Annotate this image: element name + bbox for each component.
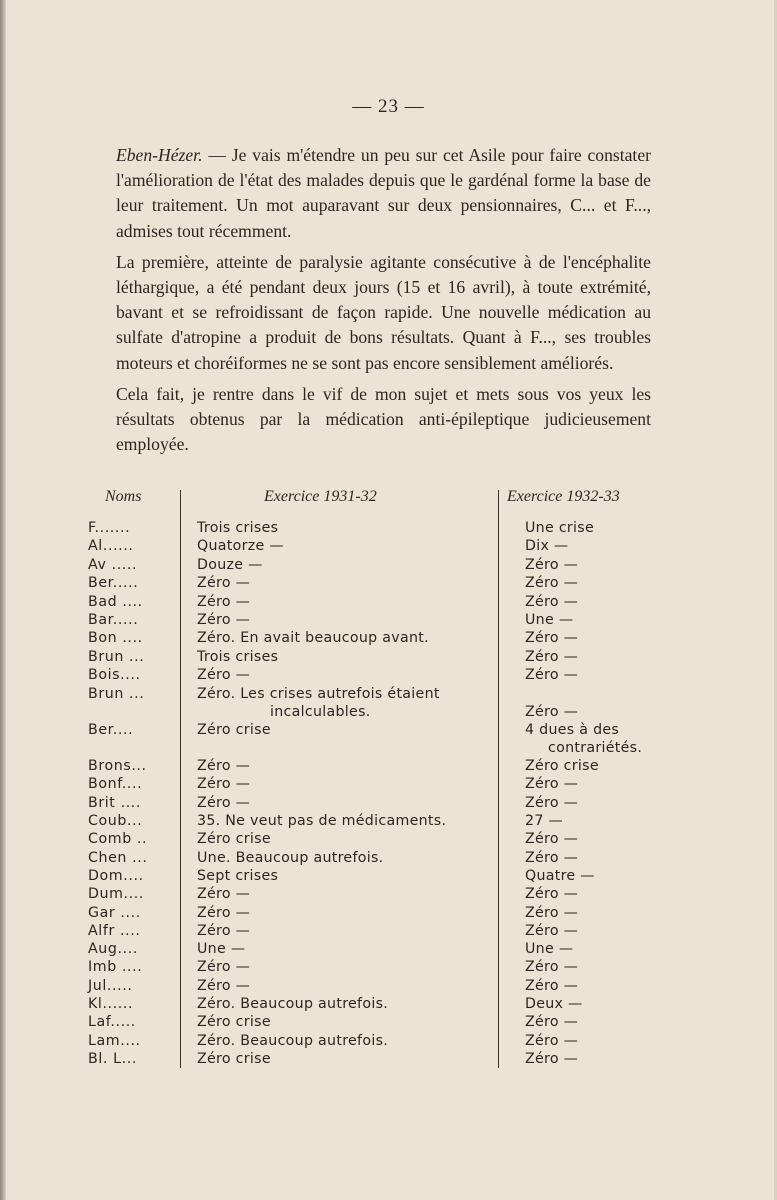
table-cell-name: Bon ....	[88, 630, 143, 646]
table-cell-name: Lam....	[88, 1033, 141, 1049]
body-text	[116, 143, 651, 463]
paragraph-text: — Je vais m'étendre un peu sur cet Asile pour faire constater l'amélioration de l'état des malades depuis que le gardénal forme la base de leur traitement. Un mot auparavant sur deux pensionnaires, C... et F..., admises tout récemment.	[116, 145, 651, 241]
table-cell-1932-33: Zéro —	[525, 667, 579, 683]
table-cell-1932-33: Quatre —	[525, 868, 595, 884]
table-cell-1932-33: Zéro —	[525, 959, 579, 975]
table-cell-1931-32: Une —	[197, 941, 246, 957]
table-cell-1932-33: Zéro —	[525, 649, 579, 665]
table-cell-1931-32: Zéro —	[197, 758, 251, 774]
table-cell-1931-32: Zéro —	[197, 667, 251, 683]
table-cell-1932-33: 27 —	[525, 813, 563, 829]
table-cell-name: Bonf....	[88, 776, 143, 792]
header-names: Noms	[105, 488, 142, 505]
table-cell-1932-33: Une crise	[525, 520, 595, 536]
table-cell-1932-33: Zéro —	[525, 557, 579, 573]
table-cell-1931-32: Zéro —	[197, 575, 251, 591]
table-cell-name: Ber....	[88, 722, 134, 738]
table-cell-name: Bad ....	[88, 594, 143, 610]
table-cell-name: Brun ...	[88, 649, 145, 665]
table-cell-1932-33: Zéro —	[525, 1051, 579, 1067]
page-number: — 23 —	[352, 96, 425, 117]
table-cell-name: Brit ....	[88, 795, 142, 811]
table-cell-1931-32: Sept crises	[197, 868, 279, 884]
table-cell-1931-32: Une. Beaucoup autrefois.	[197, 850, 384, 866]
table-cell-1931-32: Zéro. Beaucoup autrefois.	[197, 996, 389, 1012]
table-cell-1931-32: 35. Ne veut pas de médicaments.	[197, 813, 447, 829]
table-cell-name: Coub...	[88, 813, 143, 829]
table-cell-1931-32: Zéro —	[197, 594, 251, 610]
table-cell-1931-32: Douze —	[197, 557, 263, 573]
table-cell-1931-32: Zéro —	[197, 795, 251, 811]
table-cell-name: Al......	[88, 538, 134, 554]
table-cell-1931-32: Zéro —	[197, 959, 251, 975]
table-cell-1931-32: Zéro —	[197, 923, 251, 939]
table-cell-1931-32: Zéro crise	[197, 1051, 271, 1067]
table-cell-1932-33: Zéro —	[525, 1033, 579, 1049]
table-cell-1932-33: Zéro —	[525, 704, 579, 720]
table-cell-1931-32: Zéro crise	[197, 1014, 271, 1030]
table-cell-1931-32: Zéro crise	[197, 831, 271, 847]
table-cell-name: Jul.....	[88, 978, 133, 994]
table-cell-1931-32: Zéro —	[197, 776, 251, 792]
table-cell-1932-33: Une —	[525, 941, 574, 957]
column-separator-2	[498, 490, 499, 1068]
table-cell-name: Dum....	[88, 886, 144, 902]
table-cell-name: Alfr ....	[88, 923, 141, 939]
table-cell-1932-33: Zéro —	[525, 923, 579, 939]
table-cell-1932-33: Zéro —	[525, 831, 579, 847]
table-cell-name: Av .....	[88, 557, 138, 573]
table-cell-name: Brons...	[88, 758, 147, 774]
paragraph-text: La première, atteinte de paralysie agitante consécutive à de l'encéphalite léthargique, a été pendant deux jours (15 et 16 avril), à toute extrémité, bavant et se refroidissant de façon rapide. Une nouvelle médication au sulfate d'atropine a produit de bons résultats. Quant à F..., ses troubles moteurs et choréiformes ne se sont pas encore sensiblement améliorés.	[116, 251, 651, 373]
table-cell-1932-33: Zéro —	[525, 978, 579, 994]
table-cell-name: Bl. L...	[88, 1051, 137, 1067]
table-cell-name: Bar.....	[88, 612, 139, 628]
table-cell-1932-33: Zéro —	[525, 1014, 579, 1030]
header-exercice-1932-33: Exercice 1932-33	[507, 488, 620, 505]
table-cell-1932-33: Zéro —	[525, 886, 579, 902]
table-cell-1932-33: Zéro —	[525, 594, 579, 610]
paragraph-text: Cela fait, je rentre dans le vif de mon sujet et mets sous vos yeux les résultats obtenus par la médication anti-épileptique judicieusement employée.	[116, 383, 651, 455]
table-cell-1932-33: Zéro —	[525, 905, 579, 921]
table-cell-name: Ber.....	[88, 575, 139, 591]
table-cell-1931-32: incalculables.	[270, 704, 371, 720]
table-cell-1932-33: Dix —	[525, 538, 569, 554]
header-exercice-1931-32: Exercice 1931-32	[264, 488, 377, 505]
table-cell-1931-32: Zéro crise	[197, 722, 271, 738]
table-cell-name: Comb ..	[88, 831, 148, 847]
table-cell-1931-32: Quatorze —	[197, 538, 284, 554]
table-cell-name: Gar ....	[88, 905, 141, 921]
table-cell-name: F.......	[88, 520, 131, 536]
table-cell-1931-32: Trois crises	[197, 649, 279, 665]
table-cell-1931-32: Zéro. Les crises autrefois étaient	[197, 686, 440, 702]
table-cell-name: Imb ....	[88, 959, 143, 975]
table-cell-1931-32: Zéro. Beaucoup autrefois.	[197, 1033, 389, 1049]
table-cell-1931-32: Trois crises	[197, 520, 279, 536]
paragraph-lead: Eben-Hézer.	[116, 145, 203, 165]
table-cell-1932-33: Zéro —	[525, 776, 579, 792]
table-cell-1932-33: Zéro —	[525, 795, 579, 811]
paragraph-1	[116, 143, 651, 244]
table-cell-1932-33: Zéro —	[525, 850, 579, 866]
page-binding-edge	[0, 0, 6, 1200]
table-cell-1931-32: Zéro —	[197, 905, 251, 921]
table-cell-1932-33: 4 dues à des	[525, 722, 620, 738]
table-cell-1931-32: Zéro —	[197, 978, 251, 994]
table-cell-name: Chen ...	[88, 850, 148, 866]
table-cell-1931-32: Zéro. En avait beaucoup avant.	[197, 630, 429, 646]
column-separator-1	[180, 490, 181, 1068]
table-cell-1932-33: Zéro —	[525, 630, 579, 646]
table-cell-name: Laf.....	[88, 1014, 136, 1030]
table-cell-1932-33: Une —	[525, 612, 574, 628]
table-cell-name: Dom....	[88, 868, 144, 884]
table-cell-1932-33: Zéro crise	[525, 758, 599, 774]
paragraph-2	[116, 250, 651, 376]
table-cell-1931-32: Zéro —	[197, 612, 251, 628]
table-cell-name: Bois....	[88, 667, 141, 683]
table-cell-1932-33: Zéro —	[525, 575, 579, 591]
table-cell-name: Aug....	[88, 941, 138, 957]
paragraph-3	[116, 382, 651, 458]
table-cell-name: Kl......	[88, 996, 134, 1012]
table-cell-1932-33: contrariétés.	[548, 740, 643, 756]
table-cell-1931-32: Zéro —	[197, 886, 251, 902]
table-cell-name: Brun ...	[88, 686, 145, 702]
table-cell-1932-33: Deux —	[525, 996, 583, 1012]
